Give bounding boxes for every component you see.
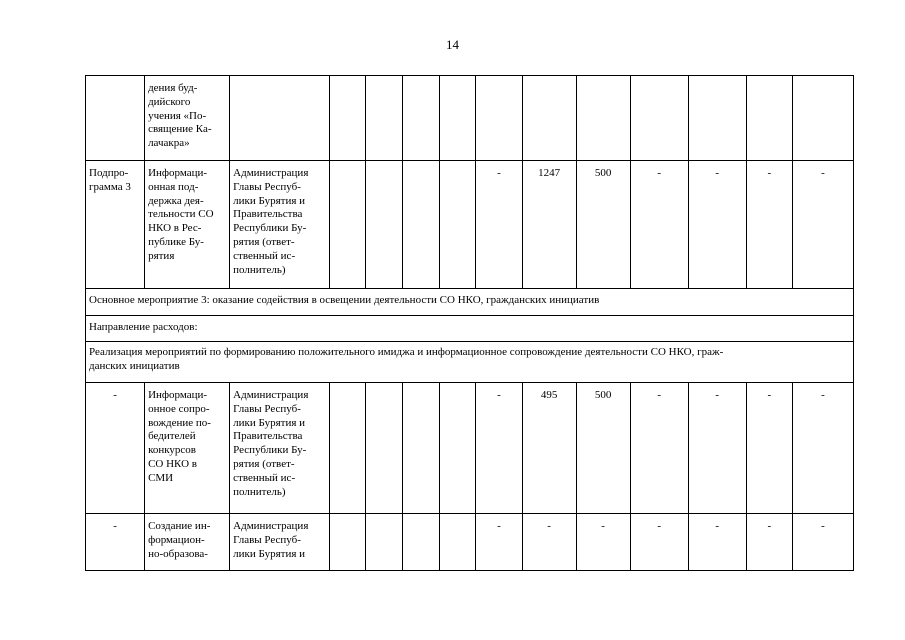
row-executor-cell: Администрация Главы Респуб- лики Бурятия и <box>230 514 330 571</box>
table-row <box>86 76 854 161</box>
value-cell <box>440 514 476 571</box>
value-cell: - <box>476 514 522 571</box>
value-cell <box>366 383 403 514</box>
value-cell: - <box>476 383 522 514</box>
direction-heading: Направление расходов: <box>86 316 854 342</box>
value-cell: - <box>630 514 688 571</box>
table-row <box>86 342 854 383</box>
value-cell <box>440 76 476 161</box>
row-executor-cell <box>230 76 330 161</box>
value-cell: - <box>746 383 792 514</box>
implementation-heading: Реализация мероприятий по формированию положительного имиджа и информационное сопровождение деятельности СО НКО, граж- данских инициатив <box>86 342 854 383</box>
row-description-cell: дения буд- дийского учения «По- священие Ка- лачакра» <box>145 76 230 161</box>
value-cell: - <box>746 514 792 571</box>
value-cell <box>403 161 440 289</box>
value-cell: - <box>746 161 792 289</box>
value-cell: - <box>792 161 853 289</box>
row-name-cell: Подпро- грамма 3 <box>86 161 145 289</box>
value-cell <box>366 514 403 571</box>
value-cell <box>746 76 792 161</box>
row-name-cell: - <box>86 383 145 514</box>
value-cell: - <box>476 161 522 289</box>
value-cell: 1247 <box>522 161 576 289</box>
value-cell <box>330 514 366 571</box>
table-row <box>86 514 854 571</box>
value-cell <box>522 76 576 161</box>
value-cell <box>330 383 366 514</box>
table-row <box>86 289 854 316</box>
row-name-cell: - <box>86 514 145 571</box>
value-cell <box>630 76 688 161</box>
value-cell <box>688 76 746 161</box>
value-cell: - <box>688 383 746 514</box>
value-cell: - <box>630 383 688 514</box>
value-cell: 500 <box>576 383 630 514</box>
value-cell: 495 <box>522 383 576 514</box>
row-executor-cell: Администрация Главы Респуб- лики Бурятия и Правительства Республики Бу- рятия (ответ- ственный ис- полнитель) <box>230 161 330 289</box>
program-table <box>85 75 854 571</box>
value-cell: - <box>688 161 746 289</box>
value-cell <box>330 76 366 161</box>
value-cell <box>440 383 476 514</box>
value-cell: - <box>792 383 853 514</box>
row-executor-cell: Администрация Главы Респуб- лики Бурятия и Правительства Республики Бу- рятия (ответ- ственный ис- полнитель) <box>230 383 330 514</box>
value-cell <box>366 161 403 289</box>
value-cell <box>403 383 440 514</box>
page-number: 14 <box>446 37 459 52</box>
table-row <box>86 383 854 514</box>
row-description-cell: Информаци- онная под- держка дея- тельности СО НКО в Рес- публике Бу- рятия <box>145 161 230 289</box>
value-cell <box>330 161 366 289</box>
value-cell: - <box>522 514 576 571</box>
value-cell <box>403 76 440 161</box>
table-row <box>86 161 854 289</box>
value-cell: - <box>688 514 746 571</box>
table-row <box>86 316 854 342</box>
value-cell <box>792 76 853 161</box>
value-cell: - <box>630 161 688 289</box>
row-description-cell: Информаци- онное сопро- вождение по- бедителей конкурсов СО НКО в СМИ <box>145 383 230 514</box>
value-cell: - <box>792 514 853 571</box>
value-cell <box>403 514 440 571</box>
value-cell <box>366 76 403 161</box>
main-activity-heading: Основное мероприятие 3: оказание содействия в освещении деятельности СО НКО, гражданских инициатив <box>86 289 854 316</box>
value-cell <box>576 76 630 161</box>
row-description-cell: Создание ин- формацион- но-образова- <box>145 514 230 571</box>
value-cell: - <box>576 514 630 571</box>
value-cell <box>476 76 522 161</box>
value-cell: 500 <box>576 161 630 289</box>
value-cell <box>440 161 476 289</box>
row-name-cell <box>86 76 145 161</box>
